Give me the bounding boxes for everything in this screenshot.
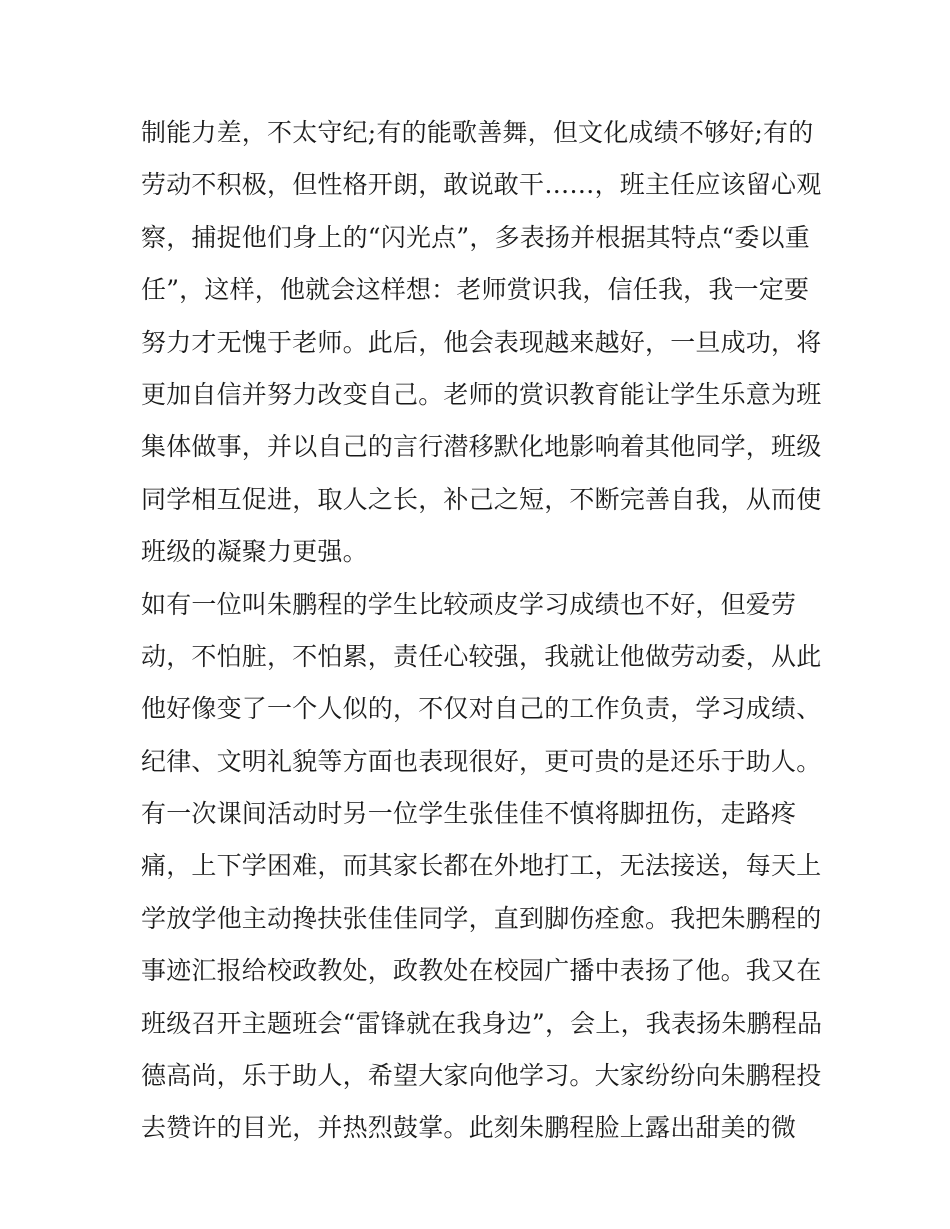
text-line: 制能力差，不太守纪;有的能歌善舞，但文化成绩不够好;有的 <box>141 118 814 147</box>
text-line: 学放学他主动搀扶张佳佳同学，直到脚伤痊愈。我把朱鹏程的 <box>141 903 822 933</box>
text-line: 如有一位叫朱鹏程的学生比较顽皮学习成绩也不好，但爱劳 <box>141 589 797 619</box>
text-line: 同学相互促进，取人之长，补己之短，不断完善自我，从而使 <box>141 484 822 514</box>
text-line: 班级召开主题班会“雷锋就在我身边”，会上，我表扬朱鹏程品 <box>141 1008 823 1038</box>
text-line: 集体做事，并以自己的言行潜移默化地影响着其他同学，班级 <box>141 432 822 462</box>
text-line: 更加自信并努力改变自己。老师的赏识教育能让学生乐意为班 <box>141 379 822 409</box>
body-text <box>141 107 831 1155</box>
text-line: 去赞许的目光，并热烈鼓掌。此刻朱鹏程脸上露出甜美的微 <box>141 1113 797 1143</box>
text-line: 任”，这样，他就会这样想：老师赏识我，信任我，我一定要 <box>141 275 810 305</box>
text-line: 努力才无愧于老师。此后，他会表现越来越好，一旦成功，将 <box>141 327 822 357</box>
text-line: 事迹汇报给校政教处，政教处在校园广播中表扬了他。我又在 <box>141 956 822 986</box>
text-line: 察，捕捉他们身上的“闪光点”，多表扬并根据其特点“委以重 <box>141 222 810 252</box>
text-line: 劳动不积极，但性格开朗，敢说敢干……，班主任应该留心观 <box>141 170 822 200</box>
text-line: 他好像变了一个人似的，不仅对自己的工作负责，学习成绩、 <box>141 694 822 724</box>
text-line: 有一次课间活动时另一位学生张佳佳不慎将脚扭伤，走路疼 <box>141 799 797 829</box>
text-line: 纪律、文明礼貌等方面也表现很好，更可贵的是还乐于助人。 <box>141 746 822 776</box>
text-line: 痛，上下学困难，而其家长都在外地打工，无法接送，每天上 <box>141 851 822 881</box>
text-line: 德高尚，乐于助人，希望大家向他学习。大家纷纷向朱鹏程投 <box>141 1061 822 1091</box>
text-line: 动，不怕脏，不怕累，责任心较强，我就让他做劳动委，从此 <box>141 641 822 671</box>
text-line: 班级的凝聚力更强。 <box>141 537 368 567</box>
